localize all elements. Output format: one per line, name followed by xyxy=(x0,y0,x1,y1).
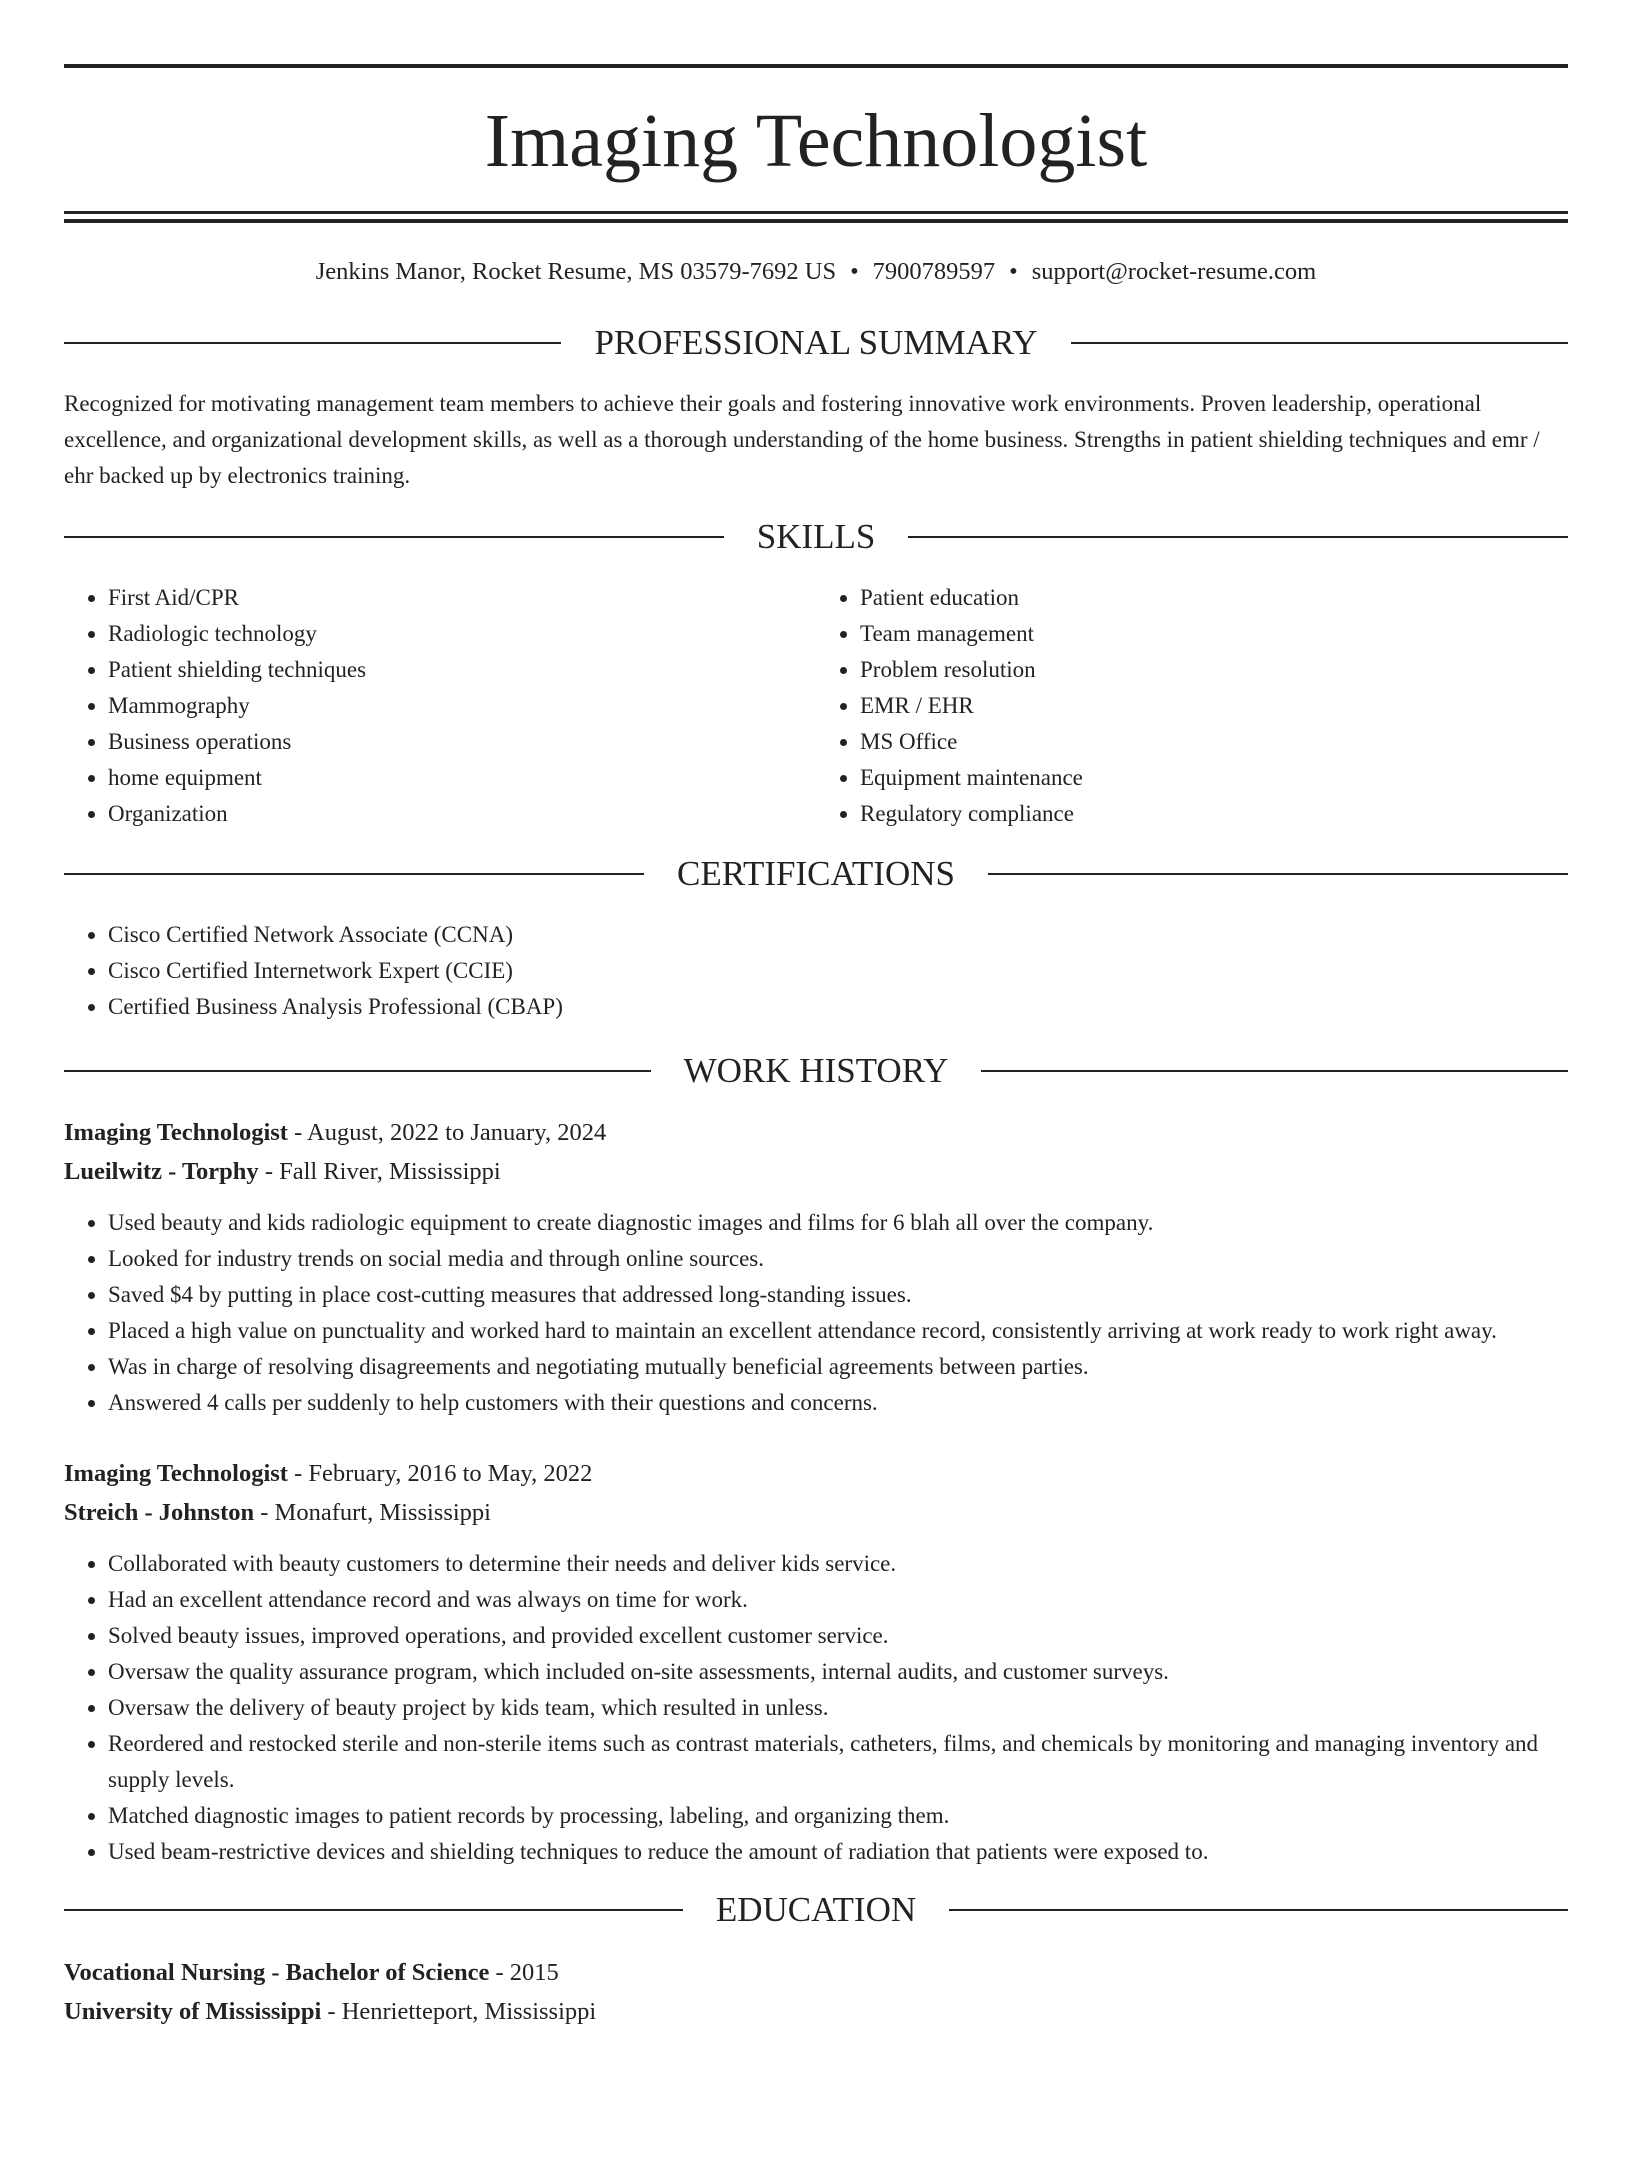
heading-rule-left xyxy=(64,1909,683,1911)
education-entry xyxy=(64,1953,1568,2031)
job-title-line xyxy=(64,1454,1568,1493)
job-bullet: • Used beam-restrictive devices and shielding techniques to reduce the amount of radiation that patients were exposed to. xyxy=(108,1834,1568,1870)
job-entry xyxy=(64,1113,1568,1421)
education-school: University of Mississippi xyxy=(64,1998,322,2026)
skill-item: • Radiologic technology xyxy=(108,616,816,652)
heading-rule-right xyxy=(908,536,1568,538)
skill-item: • Problem resolution xyxy=(860,652,1568,688)
skills-grid xyxy=(64,580,1568,832)
resume-page xyxy=(0,64,1632,2176)
heading-rule-right xyxy=(949,1909,1568,1911)
skill-item: • EMR / EHR xyxy=(860,688,1568,724)
job-bullet: • Placed a high value on punctuality and worked hard to maintain an excellent attendance record, consistently arriving at work ready to work right away. xyxy=(108,1313,1568,1349)
certifications-list xyxy=(64,917,1568,1025)
contact-address: Jenkins Manor, Rocket Resume, MS 03579-7692 US xyxy=(315,258,837,285)
heading-rule-right xyxy=(1071,342,1568,344)
job-bullet: • Had an excellent attendance record and was always on time for work. xyxy=(108,1582,1568,1618)
job-location: - Fall River, Mississippi xyxy=(258,1158,501,1186)
skill-item: • Mammography xyxy=(108,688,816,724)
top-rule xyxy=(64,64,1568,68)
job-dates: - August, 2022 to January, 2024 xyxy=(287,1119,607,1147)
summary-text: Recognized for motivating management team members to achieve their goals and fostering innovative work environments. Proven leadership, operational excellence, and organizational development skills, as well as a thorough understanding of the home business. Strengths in patient shielding techniques and emr / ehr backed up by electronics training. xyxy=(64,391,1540,489)
education-heading xyxy=(64,1890,1568,1930)
job-company: Streich - Johnston xyxy=(64,1499,255,1527)
title-double-rule xyxy=(64,211,1568,223)
summary-heading-label: PROFESSIONAL SUMMARY xyxy=(594,323,1038,363)
job-company-line xyxy=(64,1152,1568,1191)
job-bullet: • Oversaw the delivery of beauty project by kids team, which resulted in unless. xyxy=(108,1690,1568,1726)
education-degree: Vocational Nursing - Bachelor of Science xyxy=(64,1959,490,1987)
skill-item: • home equipment xyxy=(108,760,816,796)
certifications-heading xyxy=(64,854,1568,894)
education-location: - Henrietteport, Mississippi xyxy=(321,1998,597,2026)
heading-rule-left xyxy=(64,536,724,538)
skills-heading xyxy=(64,517,1568,557)
heading-rule-left xyxy=(64,342,561,344)
skills-list-left xyxy=(64,580,816,832)
job-bullet: • Reordered and restocked sterile and non-sterile items such as contrast materials, catheters, films, and chemicals by monitoring and managing inventory and supply levels. xyxy=(108,1726,1568,1798)
skill-item: • Patient shielding techniques xyxy=(108,652,816,688)
skill-item: • Organization xyxy=(108,796,816,832)
skill-item: • Equipment maintenance xyxy=(860,760,1568,796)
work-history-heading-label: WORK HISTORY xyxy=(683,1051,949,1091)
job-company: Lueilwitz - Torphy xyxy=(64,1158,259,1186)
job-bullet: • Matched diagnostic images to patient records by processing, labeling, and organizing them. xyxy=(108,1798,1568,1834)
job-bullet: • Used beauty and kids radiologic equipment to create diagnostic images and films for 6 blah all over the company. xyxy=(108,1205,1568,1241)
heading-rule-left xyxy=(64,873,644,875)
job-title: Imaging Technologist xyxy=(64,1119,288,1147)
contact-email: support@rocket-resume.com xyxy=(1031,258,1317,285)
education-degree-line xyxy=(64,1953,1568,1992)
job-title: Imaging Technologist xyxy=(64,1460,288,1488)
job-company-line xyxy=(64,1493,1568,1532)
certifications-heading-label: CERTIFICATIONS xyxy=(677,854,955,894)
skill-item: • MS Office xyxy=(860,724,1568,760)
job-bullet: • Answered 4 calls per suddenly to help customers with their questions and concerns. xyxy=(108,1385,1568,1421)
skill-item: • Patient education xyxy=(860,580,1568,616)
contact-line xyxy=(64,257,1568,286)
job-bullet: • Was in charge of resolving disagreements and negotiating mutually beneficial agreements between parties. xyxy=(108,1349,1568,1385)
certification-item: • Cisco Certified Internetwork Expert (CCIE) xyxy=(108,953,1568,989)
job-bullets xyxy=(64,1546,1568,1870)
contact-phone: 7900789597 xyxy=(872,258,996,285)
job-bullet: • Saved $4 by putting in place cost-cutting measures that addressed long-standing issues. xyxy=(108,1277,1568,1313)
work-history-heading xyxy=(64,1051,1568,1091)
job-bullet: • Solved beauty issues, improved operations, and provided excellent customer service. xyxy=(108,1618,1568,1654)
heading-rule-left xyxy=(64,1070,651,1072)
job-title-line xyxy=(64,1113,1568,1152)
summary-heading xyxy=(64,323,1568,363)
skill-item: • First Aid/CPR xyxy=(108,580,816,616)
job-bullet: • Collaborated with beauty customers to determine their needs and deliver kids service. xyxy=(108,1546,1568,1582)
contact-separator: • xyxy=(850,258,859,285)
education-heading-label: EDUCATION xyxy=(715,1890,917,1930)
certification-item: • Cisco Certified Network Associate (CCNA) xyxy=(108,917,1568,953)
contact-separator: • xyxy=(1009,258,1018,285)
job-bullet: • Oversaw the quality assurance program, which included on-site assessments, internal audits, and customer surveys. xyxy=(108,1654,1568,1690)
job-dates: - February, 2016 to May, 2022 xyxy=(287,1460,593,1488)
heading-rule-right xyxy=(988,873,1568,875)
heading-rule-right xyxy=(981,1070,1568,1072)
certification-item: • Certified Business Analysis Professional (CBAP) xyxy=(108,989,1568,1025)
education-year: - 2015 xyxy=(489,1959,559,1987)
job-location: - Monafurt, Mississippi xyxy=(254,1499,491,1527)
job-entry xyxy=(64,1454,1568,1870)
skill-item: • Team management xyxy=(860,616,1568,652)
skills-list-right xyxy=(816,580,1568,832)
skills-heading-label: SKILLS xyxy=(756,517,876,557)
resume-title: Imaging Technologist xyxy=(484,99,1148,183)
education-school-line xyxy=(64,1992,1568,2031)
job-bullet: • Looked for industry trends on social media and through online sources. xyxy=(108,1241,1568,1277)
job-bullets xyxy=(64,1205,1568,1421)
skill-item: • Regulatory compliance xyxy=(860,796,1568,832)
skill-item: • Business operations xyxy=(108,724,816,760)
